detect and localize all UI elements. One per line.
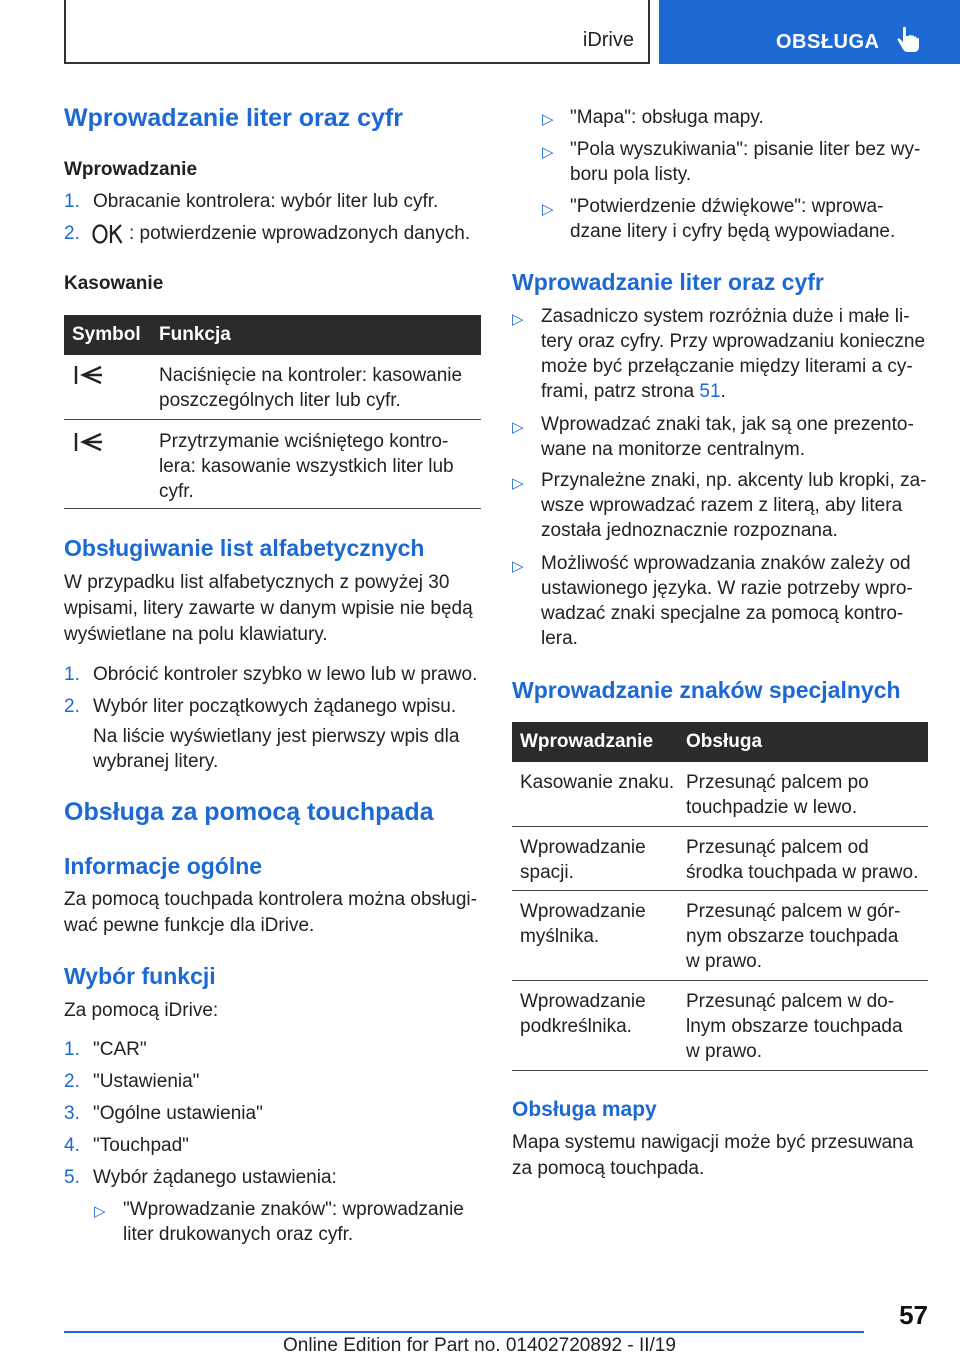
step-number: 4. — [64, 1135, 80, 1156]
table-cell: Przesunąć palcem po touchpadzie w lewo. — [686, 772, 869, 818]
heading-letter-input-2: Wprowadzanie liter oraz cyfr — [512, 269, 824, 295]
table-cell: Przesunąć palcem od środka touchpada w prawo. — [686, 837, 919, 883]
step-number: 2. — [64, 696, 80, 717]
table-cell: Wprowadzanie podkreślnika. — [520, 991, 646, 1037]
step-number: 3. — [64, 1103, 80, 1124]
table-cell: Przesunąć palcem w do- lnym obszarze touchpada w prawo. — [686, 991, 903, 1062]
heading-alpha-lists: Obsługiwanie list alfabetycznych — [64, 535, 425, 561]
bullet-text: "Pola wyszukiwania": pisanie liter bez wy- boru pola listy. — [570, 139, 921, 185]
bullet-triangle-icon: ▷ — [512, 311, 524, 328]
bullet-text: Przynależne znaki, np. akcenty lub kropki, za- wsze wprowadzać razem z literą, aby litera została jednoznacznie rozpoznana. — [541, 470, 927, 541]
step-number: 1. — [64, 1039, 80, 1060]
bullet-triangle-icon: ▷ — [542, 144, 554, 161]
step-text: Obrócić kontroler szybko w lewo lub w prawo. — [93, 664, 478, 685]
heading-touchpad: Obsługa za pomocą touchpada — [64, 798, 434, 826]
bullet-text: Wprowadzać znaki tak, jak są one prezento- wane na monitorze centralnym. — [541, 414, 914, 460]
header-section-label: iDrive — [582, 29, 634, 51]
step-number: 1. — [64, 664, 80, 685]
paragraph-map: Mapa systemu nawigacji może być przesuwana za pomocą touchpada. — [512, 1132, 914, 1179]
table-divider — [64, 508, 481, 509]
heading-function-select: Wybór funkcji — [64, 963, 216, 989]
bullet-triangle-icon: ▷ — [512, 558, 524, 575]
step-number: 2. — [64, 1071, 80, 1092]
step-text: "Ogólne ustawienia" — [93, 1103, 263, 1124]
heading-general-info: Informacje ogólne — [64, 853, 263, 879]
col-header-function: Funkcja — [159, 324, 231, 345]
bullet-triangle-icon: ▷ — [512, 475, 524, 492]
bullet-text: "Mapa": obsługa mapy. — [570, 107, 764, 128]
footer-rule — [64, 1331, 864, 1333]
sub-bullet-text: "Wprowadzanie znaków": wprowadzanie liter drukowanych oraz cyfr. — [123, 1199, 464, 1245]
ok-button-icon — [92, 223, 124, 245]
table-cell: Wprowadzanie myślnika. — [520, 901, 646, 947]
bullet-text: Zasadniczo system rozróżnia duże i małe li- tery oraz cyfry. Przy wprowadzaniu konieczne może być przełączanie między literami a cy- frami, patrz strona 51. — [541, 306, 926, 402]
col-header-input: Wprowadzanie — [520, 731, 654, 752]
step-text: "CAR" — [93, 1039, 147, 1060]
step-text: Wybór liter początkowych żądanego wpisu. — [93, 696, 457, 717]
step-text: "Touchpad" — [93, 1135, 189, 1156]
heading-special-chars: Wprowadzanie znaków specjalnych — [512, 677, 901, 703]
step-number: 1. — [64, 191, 80, 212]
paragraph-alpha: W przypadku list alfabetycznych z powyżej 30 wpisami, litery zawarte w danym wpisie nie będą wyświetlane na polu klawiatury. — [64, 572, 473, 645]
header-tab-label: OBSŁUGA — [776, 31, 880, 53]
heading-map: Obsługa mapy — [512, 1098, 657, 1121]
function-intro: Za pomocą iDrive: — [64, 1000, 219, 1021]
header-section-box — [64, 0, 650, 64]
bullet-triangle-icon: ▷ — [512, 419, 524, 436]
heading-letter-input: Wprowadzanie liter oraz cyfr — [64, 104, 403, 132]
bullet-triangle-icon: ▷ — [542, 201, 554, 218]
table-divider — [512, 1070, 928, 1071]
special-table-header — [512, 722, 928, 762]
bullet-text: "Potwierdzenie dźwiękowe": wprowa- dzane litery i cyfry będą wypowiadane. — [570, 196, 896, 242]
table-cell: Przytrzymanie wciśniętego kontro- lera: kasowanie wszystkich liter lub cyfr. — [159, 431, 454, 502]
hand-pointer-icon — [896, 26, 922, 54]
bullet-text: Możliwość wprowadzania znaków zależy od ustawionego języka. W razie potrzeby wpro- wadzać znaki specjalne za pomocą kontro- lera. — [541, 553, 913, 649]
step-note: Na liście wyświetlany jest pierwszy wpis dla wybranej litery. — [93, 726, 460, 772]
subhead-delete: Kasowanie — [64, 273, 164, 294]
step-number: 5. — [64, 1167, 80, 1188]
step-text: : potwierdzenie wprowadzonych danych. — [129, 223, 471, 244]
footer-edition: Online Edition for Part no. 01402720892 - II/19 — [283, 1335, 676, 1356]
table-cell: Kasowanie znaku. — [520, 772, 675, 793]
step-text: Obracanie kontrolera: wybór liter lub cyfr. — [93, 191, 439, 212]
page-link[interactable]: 51 — [699, 381, 721, 402]
step-text: "Ustawienia" — [93, 1071, 200, 1092]
bullet-triangle-icon: ▷ — [542, 111, 554, 128]
col-header-operation: Obsługa — [686, 731, 763, 752]
table-divider — [512, 890, 928, 891]
col-header-symbol: Symbol — [72, 324, 141, 345]
table-cell: Naciśnięcie na kontroler: kasowanie poszczególnych liter lub cyfr. — [159, 365, 463, 411]
table-cell: Wprowadzanie spacji. — [520, 837, 646, 883]
step-text: Wybór żądanego ustawienia: — [93, 1167, 337, 1188]
page-number: 57 — [899, 1300, 928, 1330]
symbol-table-header — [64, 315, 481, 355]
delete-arrow-icon — [74, 431, 104, 453]
header-tab[interactable] — [659, 0, 960, 64]
paragraph-info: Za pomocą touchpada kontrolera można obsługi- wać pewne funkcje dla iDrive. — [64, 889, 477, 936]
table-cell: Przesunąć palcem w gór- nym obszarze touchpada w prawo. — [686, 901, 901, 972]
bullet-triangle-icon: ▷ — [94, 1203, 106, 1220]
step-number: 2. — [64, 223, 80, 244]
table-divider — [512, 980, 928, 981]
delete-arrow-icon — [74, 364, 104, 386]
table-divider — [512, 826, 928, 827]
subhead-input: Wprowadzanie — [64, 159, 198, 180]
table-divider — [64, 419, 481, 420]
